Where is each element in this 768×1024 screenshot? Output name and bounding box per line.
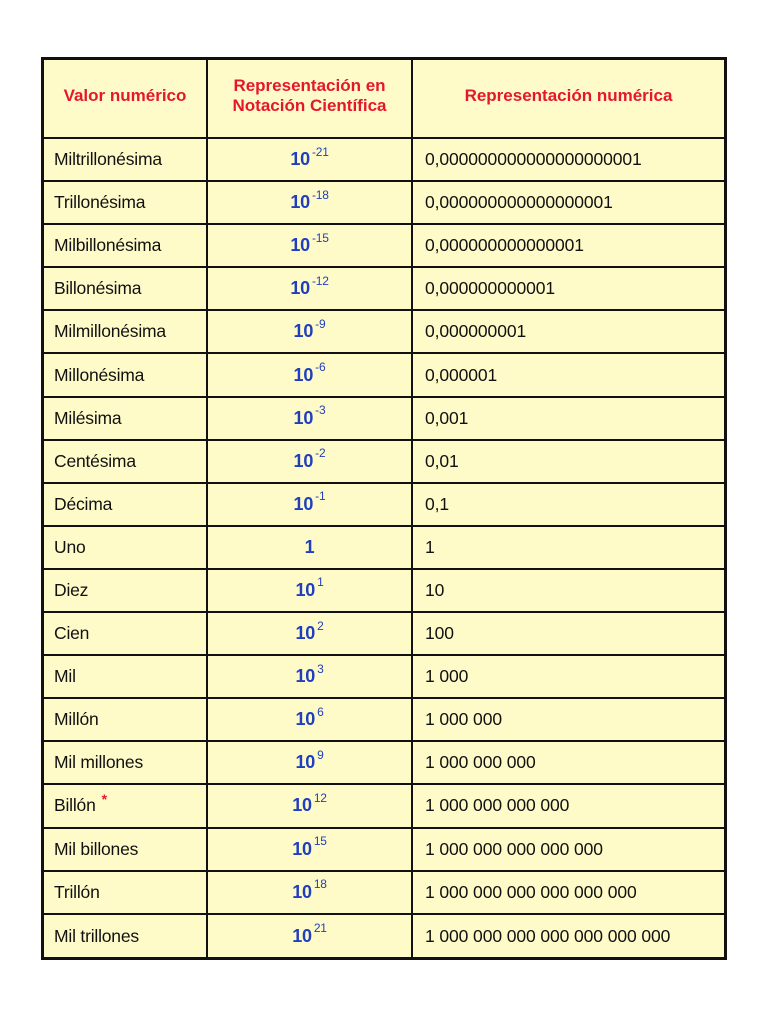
valor-numerico-text: Décima [54,493,113,514]
cell-representacion-numerica [413,742,724,783]
cell-representacion-numerica [413,441,724,482]
power-exponent: -18 [311,187,329,202]
cell-notacion-cientifica [208,785,413,826]
cell-representacion-numerica [413,829,724,870]
cell-valor-numerico [44,139,208,180]
cell-notacion-cientifica [208,742,413,783]
cell-notacion-cientifica [208,398,413,439]
cell-notacion-cientifica [208,354,413,395]
power-base: 10 [295,709,316,730]
cell-valor-numerico [44,872,208,913]
cell-representacion-numerica [413,398,724,439]
cell-notacion-cientifica [208,570,413,611]
power-base: 10 [292,838,312,859]
representacion-numerica-text: 0,000000001 [425,321,527,342]
cell-representacion-numerica [413,225,724,266]
cell-representacion-numerica [413,570,724,611]
cell-valor-numerico [44,441,208,482]
valor-numerico-text: Trillonésima [54,192,146,213]
cell-notacion-cientifica [208,872,413,913]
representacion-numerica-text: 0,01 [425,450,459,471]
cell-notacion-cientifica [208,613,413,654]
power-base: 10 [293,407,314,428]
cell-valor-numerico [44,311,208,352]
header-representacion-numerica [413,60,724,137]
table-row [44,354,724,397]
power-base: 10 [292,925,312,946]
cell-valor-numerico [44,398,208,439]
valor-numerico-text: Billón [54,795,96,816]
power-exponent: 1 [317,575,324,590]
header-valor-numerico [44,60,208,137]
power-exponent: 15 [313,834,327,849]
table-header-row [44,60,724,139]
table-body [44,139,724,958]
cell-representacion-numerica [413,699,724,740]
table-row [44,785,724,828]
cell-notacion-cientifica [208,268,413,309]
table-row [44,225,724,268]
table-row [44,311,724,354]
cell-representacion-numerica [413,484,724,525]
power-base: 10 [293,450,314,471]
valor-numerico-text: Uno [54,536,86,557]
valor-numerico-text: Mil trillones [54,925,139,946]
cell-notacion-cientifica [208,656,413,697]
cell-representacion-numerica [413,527,724,568]
cell-representacion-numerica [413,268,724,309]
header-notacion-cientifica [208,60,413,137]
power-base: 10 [290,149,310,170]
cell-valor-numerico [44,182,208,223]
representacion-numerica-text: 100 [425,623,454,644]
representacion-numerica-text: 1 000 000 000 000 000 000 000 [425,925,671,946]
cell-valor-numerico [44,915,208,958]
power-exponent: -3 [315,403,326,418]
valor-numerico-text: Millonésima [54,364,145,385]
cell-valor-numerico [44,785,208,826]
power-exponent: -21 [311,144,329,159]
table-row [44,699,724,742]
representacion-numerica-text: 0,000000000000001 [425,235,584,256]
header-representacion-numerica-text: Representación numérica [464,85,673,105]
representacion-numerica-text: 1 000 000 [425,709,502,730]
valor-numerico-text: Mil millones [54,752,144,773]
cell-valor-numerico [44,613,208,654]
power-base: 10 [295,623,316,644]
table-row [44,268,724,311]
table-row [44,915,724,958]
cell-representacion-numerica [413,182,724,223]
cell-valor-numerico [44,699,208,740]
cell-representacion-numerica [413,915,724,958]
cell-notacion-cientifica [208,915,413,958]
power-exponent: -2 [315,446,326,461]
cell-valor-numerico [44,484,208,525]
cell-valor-numerico [44,354,208,395]
representacion-numerica-text: 0,000000000001 [425,278,555,299]
table-row [44,570,724,613]
header-valor-numerico-text: Valor numérico [63,85,187,105]
power-exponent: -15 [311,230,329,245]
power-exponent: 12 [313,790,327,805]
cell-representacion-numerica [413,613,724,654]
representacion-numerica-text: 0,000000000000000000001 [425,149,642,170]
valor-numerico-text: Milmillonésima [54,321,166,342]
power-base: 10 [293,321,314,342]
cell-valor-numerico [44,829,208,870]
power-exponent: 6 [317,704,324,719]
cell-notacion-cientifica [208,829,413,870]
representacion-numerica-text: 0,1 [425,493,450,514]
cell-notacion-cientifica [208,699,413,740]
valor-numerico-text: Cien [54,623,90,644]
table-row [44,182,724,225]
cell-representacion-numerica [413,139,724,180]
table-row [44,527,724,570]
cell-notacion-cientifica [208,182,413,223]
power-exponent: 18 [313,877,327,892]
cell-valor-numerico [44,570,208,611]
cell-representacion-numerica [413,656,724,697]
cell-valor-numerico [44,656,208,697]
representacion-numerica-text: 0,000000000000000001 [425,192,613,213]
header-notacion-cientifica-text [233,76,387,116]
power-exponent: -6 [315,360,326,375]
cell-notacion-cientifica [208,139,413,180]
table-row [44,872,724,915]
representacion-numerica-text: 1 000 000 000 000 [425,795,570,816]
power-exponent: -9 [315,316,326,331]
valor-numerico-text: Mil [54,666,76,687]
table-row [44,742,724,785]
representacion-numerica-text: 1 000 [425,666,469,687]
valor-numerico-text: Diez [54,579,89,600]
cell-notacion-cientifica [208,311,413,352]
power-exponent: 3 [317,661,324,676]
powers-of-ten-table [41,57,727,960]
representacion-numerica-text: 0,001 [425,407,469,428]
power-base: 10 [295,579,316,600]
cell-representacion-numerica [413,872,724,913]
cell-representacion-numerica [413,785,724,826]
power-exponent: 9 [317,747,324,762]
power-base: 10 [292,881,312,902]
header-notacion-line-1: Representación en [233,75,386,95]
valor-numerico-text: Billonésima [54,278,142,299]
representacion-numerica-text: 1 000 000 000 000 000 [425,838,603,859]
cell-notacion-cientifica [208,225,413,266]
power-base: 10 [290,278,310,299]
table-row [44,829,724,872]
representacion-numerica-text: 1 [425,536,435,557]
asterisk-mark: * [101,790,107,807]
table-row [44,398,724,441]
power-base: 10 [295,666,316,687]
power-exponent: 21 [313,921,327,936]
cell-representacion-numerica [413,311,724,352]
table-row [44,656,724,699]
power-exponent: -12 [311,273,329,288]
cell-valor-numerico [44,268,208,309]
power-base: 10 [295,752,316,773]
cell-notacion-cientifica [208,484,413,525]
header-notacion-line-2: Notación Científica [232,95,387,115]
power-base: 10 [290,192,310,213]
valor-numerico-text: Millón [54,709,99,730]
power-exponent: 2 [317,618,324,633]
representacion-numerica-text: 1 000 000 000 000 000 000 [425,881,637,902]
cell-valor-numerico [44,527,208,568]
representacion-numerica-text: 0,000001 [425,364,498,385]
representacion-numerica-text: 1 000 000 000 [425,752,536,773]
representacion-numerica-text: 10 [425,579,445,600]
cell-notacion-cientifica [208,527,413,568]
power-base: 10 [293,364,314,385]
table-row [44,613,724,656]
valor-numerico-text: Centésima [54,450,136,471]
cell-notacion-cientifica [208,441,413,482]
power-base: 1 [304,536,315,557]
valor-numerico-text: Milbillonésima [54,235,162,256]
power-base: 10 [290,235,310,256]
valor-numerico-text: Trillón [54,881,100,902]
valor-numerico-text: Milésima [54,407,122,428]
power-base: 10 [292,795,312,816]
valor-numerico-text: Miltrillonésima [54,149,162,170]
power-base: 10 [293,493,314,514]
cell-valor-numerico [44,225,208,266]
power-exponent: -1 [315,489,326,504]
cell-valor-numerico [44,742,208,783]
table-row [44,484,724,527]
table-row [44,139,724,182]
cell-representacion-numerica [413,354,724,395]
valor-numerico-text: Mil billones [54,838,139,859]
table-row [44,441,724,484]
